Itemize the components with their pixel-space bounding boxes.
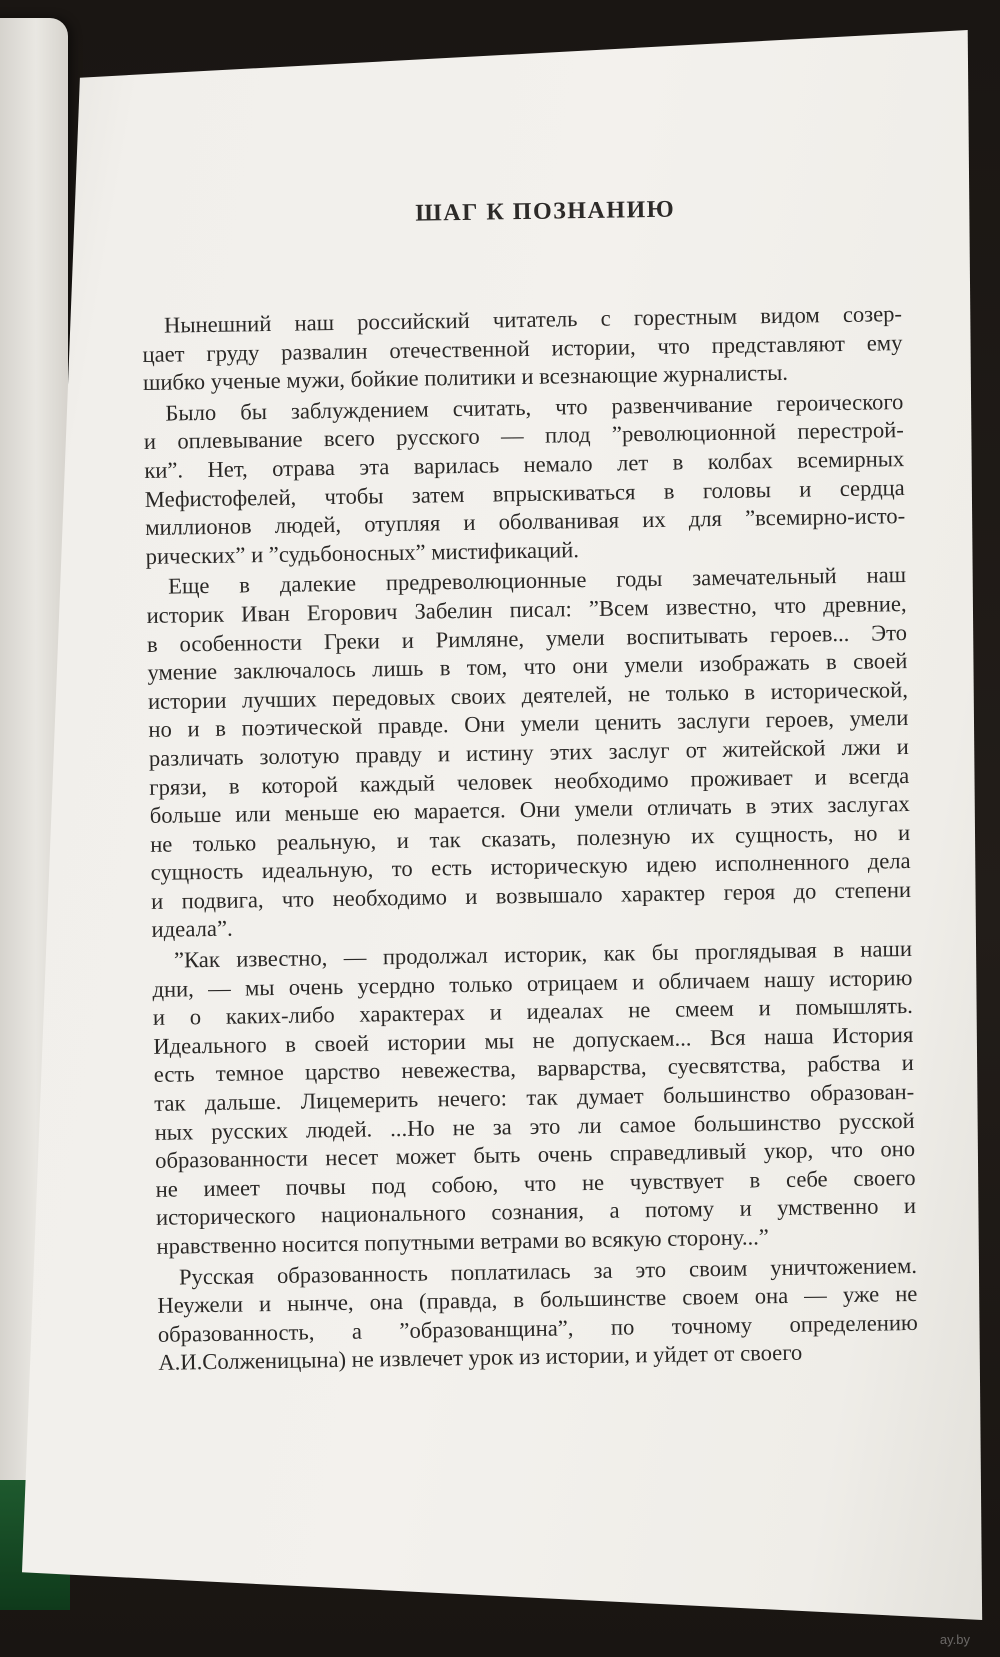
chapter-title: ШАГ К ПОЗНАНИЮ <box>415 196 676 227</box>
text-line: Еще в далекие предреволюционные годы замечательный наш <box>167 562 907 599</box>
text-line: миллионов людей, отупляя и оболванивая их для ”всемирно-исто- <box>145 503 906 541</box>
text-line: и оплевывание всего русского — плод ”революционной перестрой- <box>143 417 904 455</box>
text-line: шибко ученые мужи, бойкие политики и всезнающие журналисты. <box>142 360 789 396</box>
text-line: Неужели и нынче, она (правда, в большинстве своем она — уже не <box>157 1281 918 1319</box>
paragraph <box>143 388 906 571</box>
text-line: Русская образованность поплатилась за это своим уничтожением. <box>178 1252 918 1290</box>
text-line: истории лучших передовых своих деятелей, не только в исторической, <box>147 676 909 714</box>
text-line: историк Иван Егорович Забелин писал: ”Всем известно, что древние, <box>146 590 907 628</box>
text-line: А.И.Солженицына) не извлечет урок из истории, и уйдет от своего <box>158 1340 803 1376</box>
text-line: Нынешний наш российский читатель с горестным видом созер- <box>163 301 903 338</box>
paragraph <box>142 300 903 398</box>
text-line: нравственно носится попутными ветрами во всякую сторону...” <box>156 1224 769 1259</box>
text-line: не имеет почвы под собою, что не чувствует в себе своего <box>155 1164 916 1202</box>
text-line: умение заключалось лишь в том, что они умели изображать в своей <box>147 648 908 686</box>
text-line: образованности несет может быть очень справедливый укор, что оно <box>154 1136 916 1174</box>
text-line: рических” и ”судьбоносных” мистификаций. <box>145 536 580 569</box>
text-line: и о каких-либо характерах и идеалах не смеем и помышлять. <box>152 993 914 1031</box>
text-line: образованность, а ”образованщина”, по точному определению <box>157 1309 918 1347</box>
text-line: идеала”. <box>151 916 233 943</box>
text-line: и подвига, что необходимо и возвышало характер героя до степени <box>150 876 912 914</box>
text-line: ных русских людей. ...Но не за это ли самое большинство русской <box>154 1107 915 1145</box>
body-text <box>142 300 919 1378</box>
paragraph <box>146 561 912 945</box>
text-line: Было бы заблуждением считать, что развенчивание героического <box>165 388 904 426</box>
text-line: цает груду развалин отечественной истории, что представляют ему <box>142 329 903 367</box>
text-line: исторического национального сознания, а потому и умственно и <box>155 1193 917 1231</box>
text-line: дни, — мы очень усердно только отрицаем и обличаем нашу историю <box>152 964 913 1002</box>
text-line: но и в поэтической правде. Они умели ценить заслуги героев, умели <box>148 705 909 743</box>
text-line: сущность идеальную, то есть историческую идею исполненного дела <box>150 848 911 886</box>
text-line: Идеального в своей истории мы не допускаем... Вся наша История <box>153 1021 914 1059</box>
text-line: различать золотую правду и истину этих заслуг от житейской лжи и <box>148 733 909 771</box>
text-line: ”Как известно, — продолжал историк, как бы проглядывая в наши <box>173 936 913 973</box>
text-line: ки”. Нет, отрава эта варилась немало лет в колбах всемирных <box>144 445 905 483</box>
text-line: больше или меньше ею марается. Они умели отличать в этих заслугах <box>149 791 910 829</box>
paragraph <box>157 1252 919 1378</box>
text-line: грязи, в которой каждый человек необходимо проживает и всегда <box>149 762 910 800</box>
page-text <box>140 183 919 1380</box>
text-line: Мефистофелей, чтобы затем впрыскиваться в головы и сердца <box>144 474 905 512</box>
watermark: ay.by <box>939 1632 970 1647</box>
text-line: так дальше. Лицемерить нечего: так думает большинство образован- <box>154 1078 915 1116</box>
text-line: есть темное царство невежества, варварства, суесвятства, рабства и <box>153 1050 914 1088</box>
paragraph <box>152 935 917 1261</box>
text-line: не только реальную, и так сказать, полезную их сущность, но и <box>150 819 911 857</box>
text-line: в особенности Греки и Римляне, умели воспитывать героев... Это <box>146 619 908 657</box>
